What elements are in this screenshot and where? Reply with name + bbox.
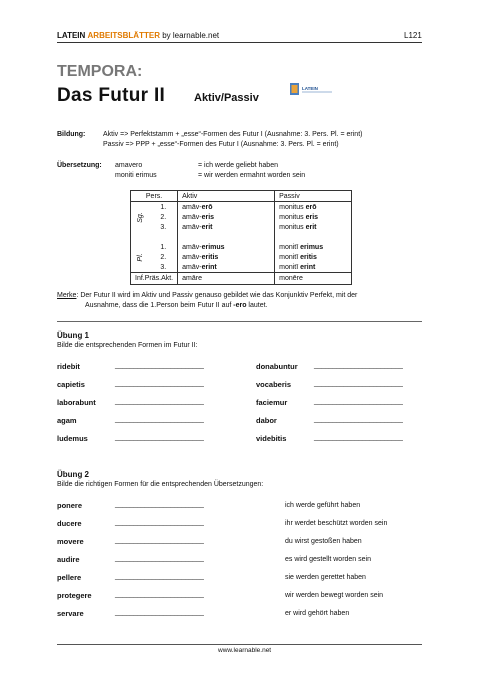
logo-text: LATEIN	[302, 86, 318, 91]
passiv-ending: erint	[300, 263, 316, 271]
merke-line-2	[85, 302, 268, 309]
page-subtitle: Aktiv/Passiv	[194, 92, 259, 104]
uebung1-right-verb: videbitis	[256, 434, 287, 443]
passiv-ending: erō	[305, 203, 317, 211]
uebung2-title: Übung 2	[57, 470, 89, 479]
uebung1-answer-blank[interactable]: ________________________	[115, 398, 204, 405]
uebersetzung-la-2: moniti erimus	[115, 172, 157, 179]
merke-text-2b: -ero	[233, 302, 247, 309]
merke-text-2a: Ausnahme, dass die 1.Person beim Futur II auf	[85, 302, 234, 309]
passiv-stem: monitī	[279, 243, 301, 251]
uebung2-translation: es wird gestellt worden sein	[285, 556, 371, 563]
passiv-stem: monitī	[279, 263, 301, 271]
footer-divider	[57, 644, 422, 645]
uebung2-verb: ducere	[57, 519, 82, 528]
uebung2-answer-blank[interactable]: ________________________	[115, 573, 204, 580]
aktiv-ending: erint	[201, 263, 217, 271]
aktiv-cell	[178, 222, 275, 232]
uebung1-left-verb: ridebit	[57, 362, 80, 371]
uebung1-answer-blank[interactable]: ________________________	[115, 434, 204, 441]
merke-label: Merke	[57, 292, 77, 299]
uebung2-answer-blank[interactable]: ________________________	[115, 591, 204, 598]
sg-label-cell	[131, 202, 150, 233]
table-header-row	[131, 191, 352, 202]
uebung1-title: Übung 1	[57, 331, 89, 340]
uebung2-verb: servare	[57, 609, 84, 618]
uebung2-verb: movere	[57, 537, 84, 546]
uebersetzung-label: Übersetzung:	[57, 162, 102, 169]
footer-url[interactable]: www.learnable.net	[218, 647, 272, 654]
merke-text-1: : Der Futur II wird im Aktiv und Passiv genauso gebildet wie das Konjunktiv Perfekt, mit der	[76, 292, 358, 299]
brand-latein: LATEIN	[57, 31, 86, 40]
uebung1-answer-blank[interactable]: ________________________	[115, 380, 204, 387]
pl-label: Pl.	[136, 252, 144, 262]
uebung2-answer-blank[interactable]: ________________________	[115, 501, 204, 508]
uebung1-left-verb: laborabunt	[57, 398, 96, 407]
passiv-stem: monitus	[279, 213, 306, 221]
uebung2-translation: sie werden gerettet haben	[285, 574, 366, 581]
uebung2-verb: pellere	[57, 573, 82, 582]
bildung-passiv: Passiv => PPP + „esse“-Formen des Futur I (Ausnahme: 3. Pers. Pl. = erint)	[103, 141, 339, 148]
aktiv-cell	[178, 212, 275, 222]
uebung1-answer-blank[interactable]: ________________________	[115, 362, 204, 369]
header-divider	[57, 42, 422, 43]
aktiv-ending: erō	[201, 203, 213, 211]
passiv-ending: eris	[305, 213, 319, 221]
brand-sheets: ARBEITSBLÄTTER	[87, 31, 160, 40]
header-brand	[57, 31, 219, 40]
bildung-label: Bildung:	[57, 131, 86, 138]
table-row	[131, 262, 352, 273]
passiv-ending: erimus	[300, 243, 324, 251]
sg-label: Sg.	[136, 211, 144, 223]
bildung-aktiv: Aktiv => Perfektstamm + „esse“-Formen des Futur I (Ausnahme: 3. Pers. Pl. = erint)	[103, 131, 363, 138]
uebung1-right-verb: donabuntur	[256, 362, 298, 371]
uebung1-answer-blank[interactable]: ________________________	[314, 416, 403, 423]
uebung1-answer-blank[interactable]: ________________________	[314, 434, 403, 441]
uebung2-answer-blank[interactable]: ________________________	[115, 609, 204, 616]
passiv-ending: eritis	[300, 253, 317, 261]
passiv-cell	[275, 202, 352, 213]
merke-line-1	[57, 292, 357, 299]
uebung1-instruction: Bilde die entsprechenden Formen im Futur II:	[57, 342, 198, 349]
merke-text-2c: lautet.	[246, 302, 268, 309]
uebung1-answer-blank[interactable]: ________________________	[314, 380, 403, 387]
aktiv-stem: amāv-	[182, 253, 202, 261]
pers-cell: 3.	[150, 262, 178, 273]
uebung1-left-verb: agam	[57, 416, 77, 425]
passiv-stem: monitus	[279, 203, 306, 211]
uebung2-translation: du wirst gestoßen haben	[285, 538, 362, 545]
uebung2-verb: audire	[57, 555, 80, 564]
col-header-passiv: Passiv	[275, 191, 352, 202]
uebung2-instruction: Bilde die richtigen Formen für die entsprechenden Übersetzungen:	[57, 481, 264, 488]
page-code: L121	[404, 31, 422, 40]
aktiv-stem: amāv-	[182, 203, 202, 211]
uebung1-right-verb: vocaberis	[256, 380, 292, 389]
passiv-stem: monitī	[279, 253, 301, 261]
conjugation-table	[130, 190, 352, 285]
uebung1-right-verb: dabor	[256, 416, 277, 425]
aktiv-stem: amāv-	[182, 263, 202, 271]
table-row	[131, 222, 352, 232]
col-header-pers: Pers.	[131, 191, 178, 202]
uebung1-answer-blank[interactable]: ________________________	[314, 398, 403, 405]
pers-cell: 2.	[150, 212, 178, 222]
uebersetzung-la-1: amavero	[115, 162, 143, 169]
footer-passiv-inf: monēre	[275, 273, 352, 285]
pers-cell: 2.	[150, 252, 178, 262]
aktiv-cell	[178, 252, 275, 262]
uebersetzung-de-2: = wir werden ermahnt worden sein	[198, 172, 306, 179]
aktiv-cell	[178, 242, 275, 252]
uebung2-answer-blank[interactable]: ________________________	[115, 555, 204, 562]
passiv-stem: monitus	[279, 223, 306, 231]
table-footer-row	[131, 273, 352, 285]
aktiv-ending: erimus	[201, 243, 225, 251]
passiv-cell	[275, 212, 352, 222]
passiv-cell	[275, 222, 352, 232]
aktiv-ending: eris	[201, 213, 215, 221]
table-row	[131, 252, 352, 262]
footer-aktiv-inf: amāre	[178, 273, 275, 285]
aktiv-ending: eritis	[201, 253, 219, 261]
title-overline: TEMPORA:	[57, 63, 143, 80]
uebung2-verb: protegere	[57, 591, 92, 600]
page-title: Das Futur II	[57, 85, 166, 106]
section-divider	[57, 321, 422, 322]
latein-logo	[290, 83, 336, 95]
passiv-cell	[275, 262, 352, 273]
aktiv-stem: amāv-	[182, 223, 202, 231]
aktiv-cell	[178, 202, 275, 213]
uebung2-answer-blank[interactable]: ________________________	[115, 537, 204, 544]
uebung1-answer-blank[interactable]: ________________________	[115, 416, 204, 423]
table-row	[131, 212, 352, 222]
uebung1-left-verb: capietis	[57, 380, 85, 389]
pers-cell: 1.	[150, 202, 178, 213]
passiv-cell	[275, 252, 352, 262]
uebersetzung-de-1: = ich werde geliebt haben	[198, 162, 278, 169]
table-spacer-row	[131, 232, 352, 242]
footer-inf-label: Inf.Präs.Akt.	[131, 273, 178, 285]
passiv-ending: erit	[305, 223, 317, 231]
uebung2-verb: ponere	[57, 501, 83, 510]
uebung2-translation: wir werden bewegt worden sein	[285, 592, 384, 599]
brand-by: by learnable.net	[162, 31, 220, 40]
pl-label-cell	[131, 242, 150, 273]
col-header-aktiv: Aktiv	[178, 191, 275, 202]
uebung2-translation: ich werde geführt haben	[285, 502, 361, 509]
aktiv-ending: erit	[201, 223, 213, 231]
table-row	[131, 202, 352, 213]
pers-cell: 1.	[150, 242, 178, 252]
passiv-cell	[275, 242, 352, 252]
uebung1-left-verb: ludemus	[57, 434, 88, 443]
uebung2-answer-blank[interactable]: ________________________	[115, 519, 204, 526]
uebung1-right-verb: faciemur	[256, 398, 288, 407]
uebung2-translation: ihr werdet beschützt worden sein	[285, 520, 388, 527]
aktiv-stem: amāv-	[182, 213, 202, 221]
pers-cell: 3.	[150, 222, 178, 232]
table-row	[131, 242, 352, 252]
aktiv-stem: amāv-	[182, 243, 202, 251]
aktiv-cell	[178, 262, 275, 273]
uebung1-answer-blank[interactable]: ________________________	[314, 362, 403, 369]
uebung2-translation: er wird gehört haben	[285, 610, 350, 617]
